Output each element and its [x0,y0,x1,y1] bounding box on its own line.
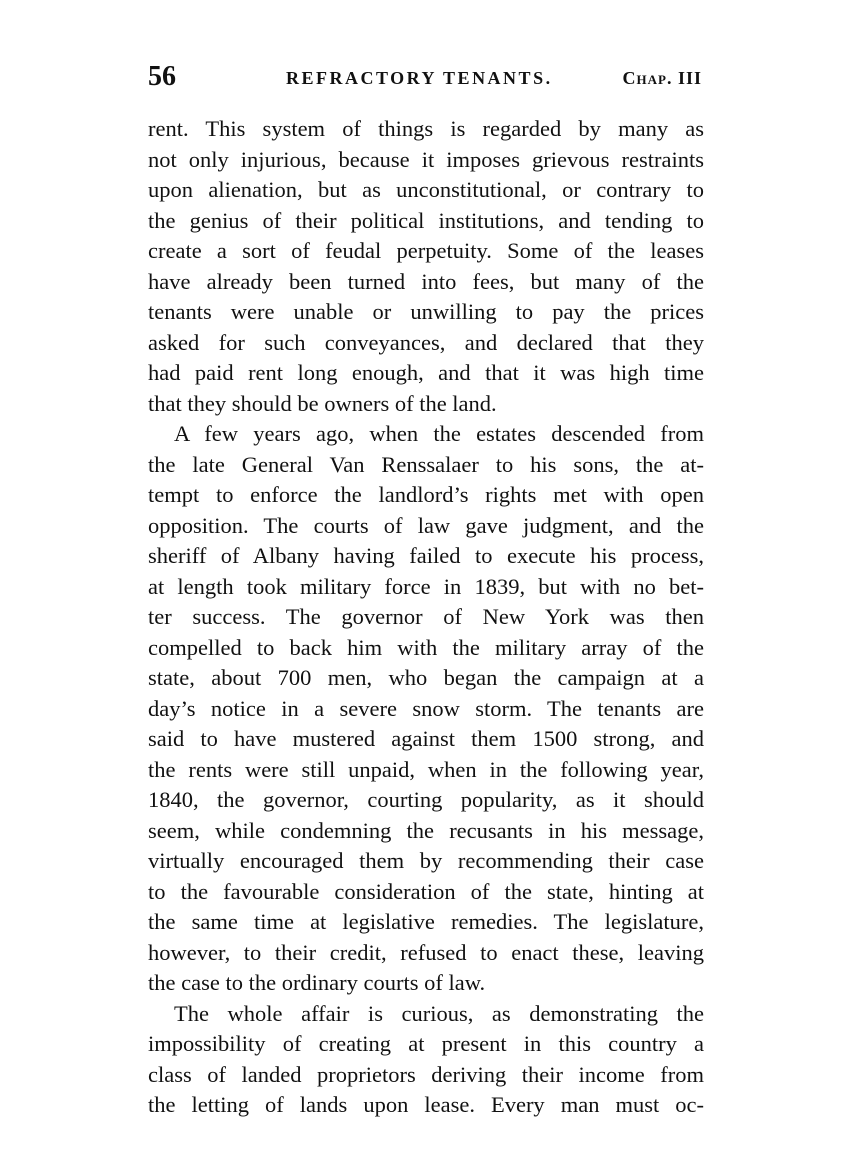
text-line: The whole affair is curious, as demonstrating the [174,1000,704,1026]
running-title: REFRACTORY TENANTS. [286,68,553,88]
paragraph-3 [148,999,704,1121]
text-line: the case to the ordinary courts of law. [148,970,486,995]
chapter-reference: Chap. III [622,68,702,88]
text-line: sheriff of Albany having failed to execute his process, [148,543,704,568]
text-line: seem, while condemning the recusants in his message, [148,817,704,843]
text-line: had paid rent long enough, and that it was high time [148,360,704,385]
text-line: tempt to enforce the landlord’s rights met with open [148,482,704,507]
text-line: opposition. The courts of law gave judgment, and the [148,512,704,538]
text-line: said to have mustered against them 1500 strong, and [148,726,704,751]
text-line: to the favourable consideration of the state, hinting at [148,878,704,904]
text-line: the rents were still unpaid, when in the following year, [148,756,704,782]
text-line: that they should be owners of the land. [148,390,497,416]
text-line: the same time at legislative remedies. The legislature, [148,909,704,934]
text-line: upon alienation, but as unconstitutional, or contrary to [148,177,704,202]
running-head [148,60,702,94]
text-line: 1840, the governor, courting popularity, as it should [148,787,704,812]
paragraph-1 [148,114,704,419]
text-line: A few years ago, when the estates descended from [174,421,704,446]
text-line: the letting of lands upon lease. Every man must oc- [148,1092,704,1117]
text-line: rent. This system of things is regarded by many as [148,116,704,141]
text-line: the genius of their political institutions, and tending to [148,207,704,233]
text-line: create a sort of feudal perpetuity. Some of the leases [148,238,704,263]
text-line: asked for such conveyances, and declared that they [148,329,704,355]
text-line: tenants were unable or unwilling to pay the prices [148,299,704,324]
text-line: have already been turned into fees, but many of the [148,268,704,294]
text-line: not only injurious, because it imposes grievous restraints [148,146,704,172]
paragraph-2 [148,419,704,999]
text-line: the late General Van Renssalaer to his sons, the at- [148,451,704,477]
text-line: at length took military force in 1839, but with no bet- [148,573,704,599]
text-line: ter success. The governor of New York was then [148,604,704,629]
text-line: impossibility of creating at present in this country a [148,1031,704,1056]
text-line: day’s notice in a severe snow storm. The tenants are [148,695,704,721]
body-text [148,114,704,1121]
text-line: however, to their credit, refused to enact these, leaving [148,939,704,965]
page-number: 56 [148,61,176,92]
text-line: compelled to back him with the military array of the [148,634,704,660]
text-line: virtually encouraged them by recommending their case [148,848,704,873]
text-line: class of landed proprietors deriving their income from [148,1061,704,1087]
text-line: state, about 700 men, who began the campaign at a [148,665,704,690]
